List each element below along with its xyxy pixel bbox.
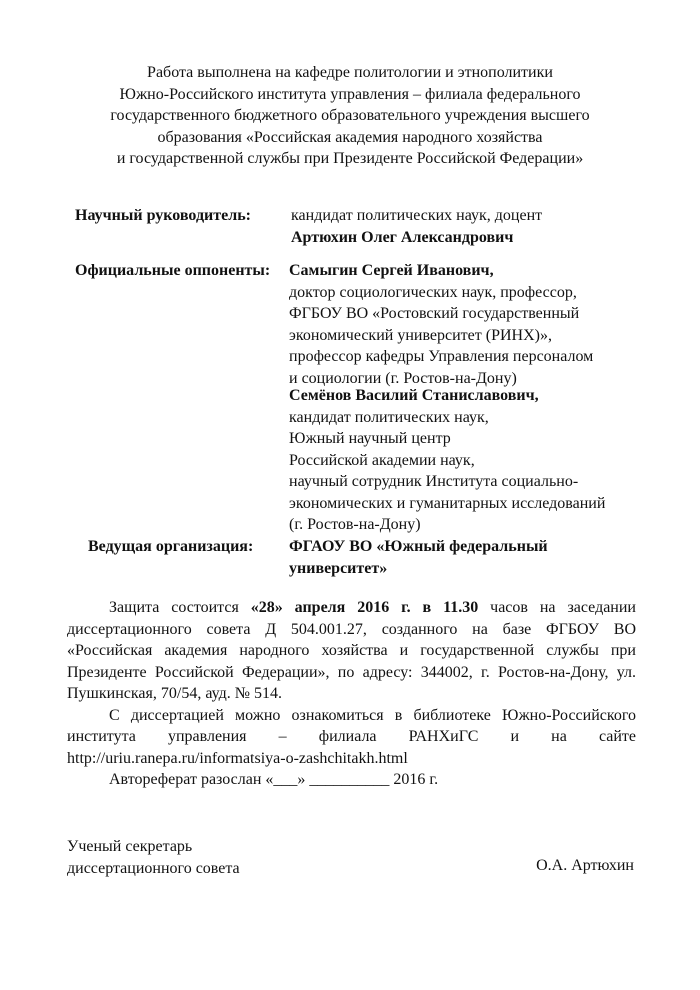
opponent-1-line: экономический университет (РИНХ)», [289,326,552,344]
opponent-1-line: профессор кафедры Управления персоналом [289,348,594,365]
opponent-2-line: научный сотрудник Института социально- [289,473,579,490]
opponent-1-line: ФГБОУ ВО «Ростовский государственный [289,305,580,322]
opponent-2-block [289,385,605,536]
defense-paragraph [67,597,636,705]
supervisor-degree: кандидат политических наук, доцент [291,207,543,224]
supervisor-label: Научный руководитель: [75,207,251,224]
opponent-1-name: Самыгин Сергей Иванович, [289,262,494,279]
leading-org-label: Ведущая организация: [88,538,254,555]
header-line: государственного бюджетного образовательного учреждения высшего [110,107,590,124]
opponent-2-line: (г. Ростов-на-Дону) [289,516,421,533]
opponent-2-line: кандидат политических наук, [289,408,489,426]
opponent-2-line: Российской академии наук, [289,451,475,469]
opponent-2-line: Южный научный центр [289,430,451,447]
opponent-1-line: доктор социологических наук, профессор, [289,283,577,301]
defense-text: Защита состоится [109,599,251,616]
header-line: Работа выполнена на кафедре политологии и этнополитики [147,64,553,81]
defense-text: часов на заседании диссертационного совета Д 504.001.27, созданного на базе ФГБОУ ВО «Российская академия народного хозяйства и государственной службы при Президенте Российской Федерации», по адресу: 344002, г. Ростов-на-Дону, ул. Пушкинская, 70/54, ауд. № 514. [67,599,636,702]
secretary-title-line: Ученый секретарь [67,838,193,855]
institution-header [60,62,640,170]
header-line: Южно-Российского института управления – филиала федерального [119,85,581,103]
opponent-2-name: Семёнов Василий Станиславович, [289,387,539,404]
leading-org-line: университет» [289,559,388,577]
secretary-name: О.А. Артюхин [536,857,634,874]
opponent-1-block [289,260,593,389]
defense-announcement [67,597,636,791]
supervisor-name: Артюхин Олег Александрович [291,228,514,246]
library-paragraph: С диссертацией можно ознакомиться в библиотеке Южно-Российского института управления – филиала РАНХиГС и на сайте http://uriu.ranepa.ru/informatsiya-o-zashchitakh.html [67,706,636,767]
secretary-title-line: диссертационного совета [67,859,240,877]
supervisor-block [291,205,542,248]
leading-org-block [289,536,548,579]
secretary-title [67,836,240,879]
opponent-2-line: экономических и гуманитарных исследований [289,494,606,512]
header-line: и государственной службы при Президенте Российской Федерации» [116,150,584,167]
opponents-label: Официальные оппоненты: [75,262,271,279]
abstract-sent-paragraph: Автореферат разослан «___» __________ 2016 г. [109,771,439,788]
opponent-1-line: и социологии (г. Ростов-на-Дону) [289,369,517,387]
leading-org-line: ФГАОУ ВО «Южный федеральный [289,538,548,555]
defense-date: «28» апреля 2016 г. в 11.30 [250,599,479,616]
header-line: образования «Российская академия народного хозяйства [157,128,543,146]
